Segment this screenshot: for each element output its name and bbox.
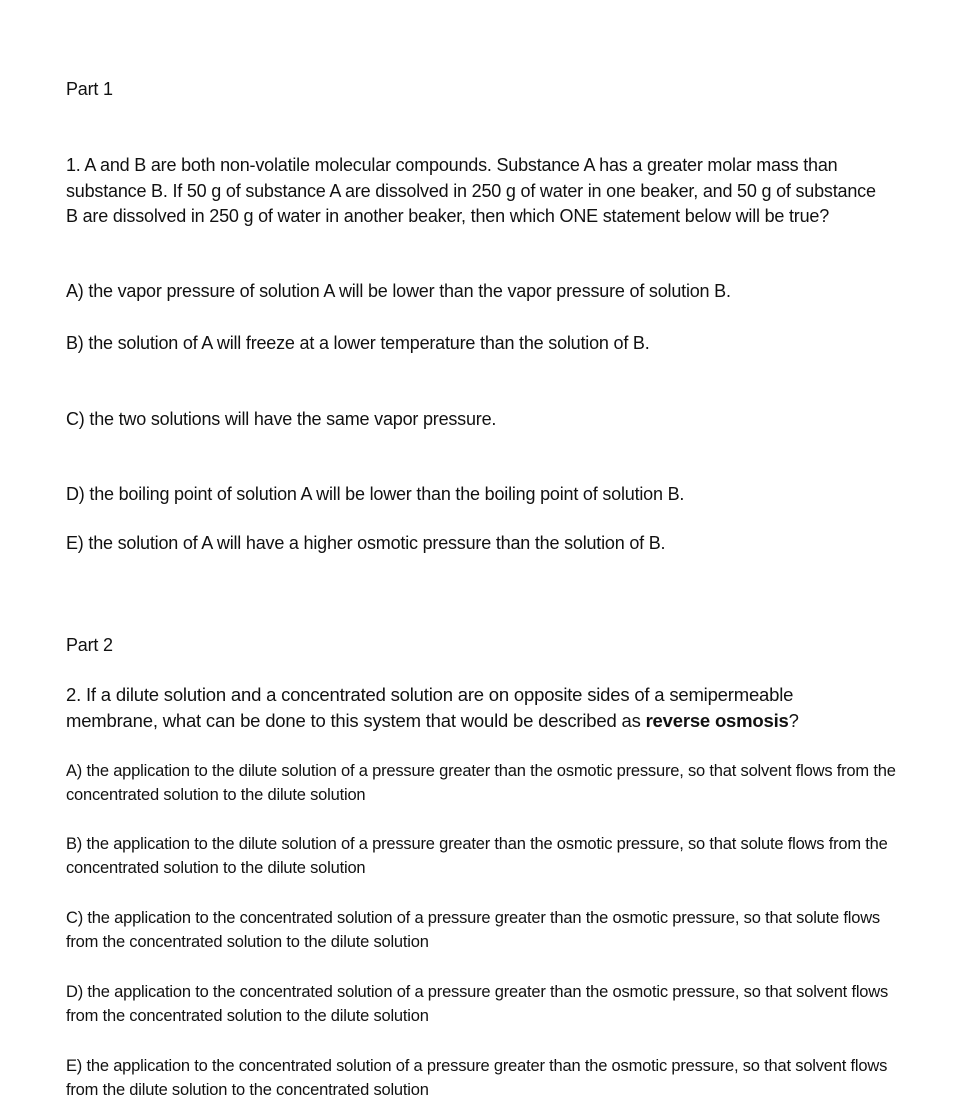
question-1-text: 1. A and B are both non-volatile molecular compounds. Substance A has a greater molar mass than substance B. If 50 g of substance A are dissolved in 250 g of water in one beaker, and 50 g of substance B are dissolved in 250 g of water in another beaker, then which ONE statement below will be true? — [66, 155, 876, 226]
question-2-option-d: D) the application to the concentrated solution of a pressure greater than the osmotic pressure, so that solvent flows from the concentrated solution to the dilute solution — [66, 983, 889, 1025]
question-2-suffix: ? — [788, 710, 799, 731]
part-2-heading: Part 2 — [66, 635, 113, 655]
part-1-heading: Part 1 — [66, 79, 113, 99]
question-2-emphasis: reverse osmosis — [645, 710, 789, 731]
question-1-option-d: D) the boiling point of solution A will be lower than the boiling point of solution B. — [66, 484, 685, 504]
question-2-prefix: 2. If a dilute solution and a concentrated solution are on opposite sides of a semipermeable membrane, what can be done to this system that would be described as — [66, 684, 794, 731]
question-1-option-e: E) the solution of A will have a higher osmotic pressure than the solution of B. — [66, 533, 666, 553]
question-1-option-c: C) the two solutions will have the same vapor pressure. — [66, 409, 497, 429]
question-2-option-c: C) the application to the concentrated solution of a pressure greater than the osmotic pressure, so that solute flows from the concentrated solution to the dilute solution — [66, 909, 880, 951]
question-2-option-b: B) the application to the dilute solution of a pressure greater than the osmotic pressure, so that solute flows from the concentrated solution to the dilute solution — [66, 835, 888, 877]
question-2-option-a: A) the application to the dilute solution of a pressure greater than the osmotic pressure, so that solvent flows from the concentrated solution to the dilute solution — [66, 762, 896, 804]
question-2-option-e: E) the application to the concentrated solution of a pressure greater than the osmotic pressure, so that solvent flows from the dilute solution to the concentrated solution — [66, 1057, 888, 1099]
question-2-text — [66, 682, 886, 734]
question-1-option-a: A) the vapor pressure of solution A will be lower than the vapor pressure of solution B. — [66, 281, 731, 301]
question-1-option-b: B) the solution of A will freeze at a lower temperature than the solution of B. — [66, 333, 650, 353]
